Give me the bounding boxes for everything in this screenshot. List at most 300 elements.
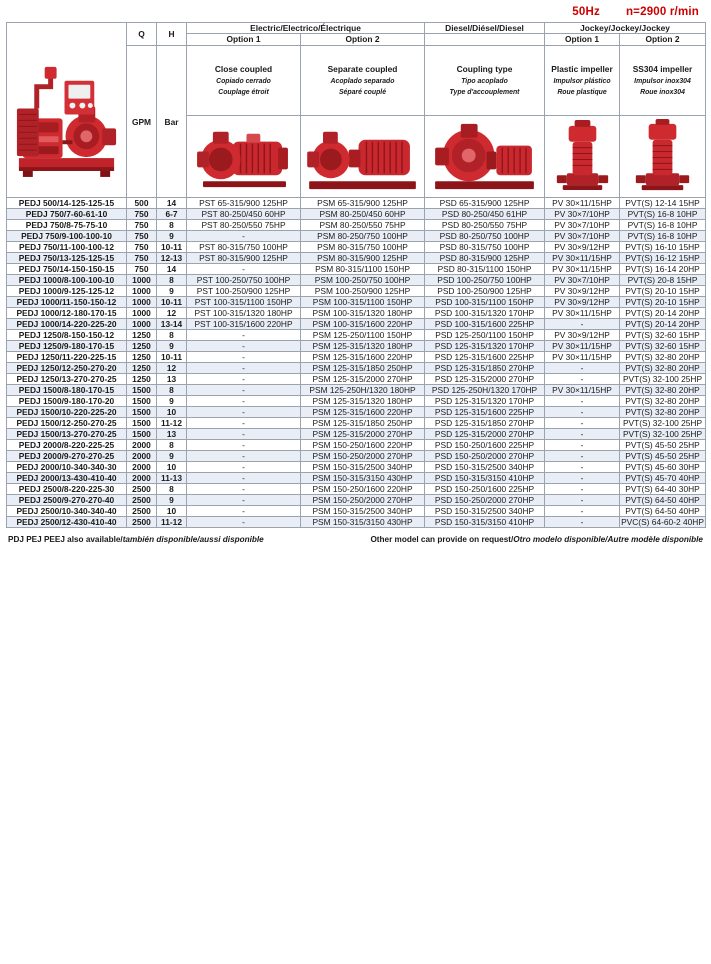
cell-flow: 750 <box>127 231 157 242</box>
cell-electric-option1: PST 100-315/1600 220HP <box>187 319 301 330</box>
cell-flow: 1000 <box>127 275 157 286</box>
cell-electric-option2: PSM 150-250/1600 220HP <box>301 484 425 495</box>
cell-jockey-option2: PVT(S) 32-100 25HP <box>620 374 706 385</box>
table-row <box>7 462 706 473</box>
cell-electric-option2: PSM 125-315/2000 270HP <box>301 374 425 385</box>
cell-jockey-option1: - <box>545 462 620 473</box>
diesel-line2: Tipo acoplado <box>461 77 508 85</box>
table-row <box>7 198 706 209</box>
cell-diesel: PSD 125-315/2000 270HP <box>425 429 545 440</box>
cell-model: PEDJ 1250/9-180-170-15 <box>7 341 127 352</box>
footer-left-italic: también disponible/aussi disponible <box>122 535 264 544</box>
table-row <box>7 231 706 242</box>
cell-model: PEDJ 2000/13-430-410-40 <box>7 473 127 484</box>
cell-electric-option2: PSM 100-250/750 100HP <box>301 275 425 286</box>
diesel-line1: Coupling type <box>456 63 513 74</box>
cell-diesel: PSD 100-250/900 125HP <box>425 286 545 297</box>
jockey-opt2-line1: SS304 impeller <box>632 63 693 74</box>
cell-electric-option2: PSM 125-315/1320 180HP <box>301 396 425 407</box>
electric-opt2-caption <box>301 46 425 116</box>
cell-diesel: PSD 125-250H/1320 170HP <box>425 385 545 396</box>
cell-model: PEDJ 2500/9-270-270-40 <box>7 495 127 506</box>
cell-head: 8 <box>157 484 187 495</box>
cell-model: PEDJ 500/14-125-125-15 <box>7 198 127 209</box>
cell-jockey-option1: - <box>545 418 620 429</box>
cell-model: PEDJ 1250/13-270-270-25 <box>7 374 127 385</box>
cell-electric-option2: PSM 125-315/1850 250HP <box>301 363 425 374</box>
jockey-pump-ss304-icon <box>620 116 705 197</box>
cell-model: PEDJ 750/11-100-100-12 <box>7 242 127 253</box>
cell-jockey-option2: PVT(S) 45-70 40HP <box>620 473 706 484</box>
frequency-label: 50Hz <box>572 6 600 18</box>
cell-jockey-option1: - <box>545 473 620 484</box>
cell-jockey-option2: PVT(S) 45-60 30HP <box>620 462 706 473</box>
cell-jockey-option2: PVT(S) 12-14 15HP <box>620 198 706 209</box>
cell-flow: 2500 <box>127 506 157 517</box>
cell-diesel: PSD 150-250/1600 225HP <box>425 484 545 495</box>
cell-model: PEDJ 2500/8-220-225-30 <box>7 484 127 495</box>
cell-jockey-option2: PVT(S) 32-80 20HP <box>620 396 706 407</box>
cell-head: 6-7 <box>157 209 187 220</box>
cell-head: 10-11 <box>157 352 187 363</box>
cell-electric-option1: PST 65-315/900 125HP <box>187 198 301 209</box>
cell-diesel: PSD 80-315/1100 150HP <box>425 264 545 275</box>
cell-jockey-option2: PVT(S) 20-14 20HP <box>620 319 706 330</box>
cell-head: 12 <box>157 363 187 374</box>
cell-head: 8 <box>157 385 187 396</box>
cell-flow: 1500 <box>127 418 157 429</box>
cell-head: 8 <box>157 220 187 231</box>
cell-diesel: PSD 150-315/3150 410HP <box>425 517 545 528</box>
cell-jockey-option1: - <box>545 396 620 407</box>
cell-electric-option1: - <box>187 352 301 363</box>
cell-head: 10-11 <box>157 297 187 308</box>
cell-electric-option2: PSM 80-315/900 125HP <box>301 253 425 264</box>
table-row <box>7 341 706 352</box>
jockey-plastic-pump-image <box>545 116 620 198</box>
cell-jockey-option1: PV 30×7/10HP <box>545 209 620 220</box>
cell-electric-option1: PST 100-250/900 125HP <box>187 286 301 297</box>
cell-head: 10-11 <box>157 242 187 253</box>
cell-electric-option2: PSM 125-315/1600 220HP <box>301 407 425 418</box>
cell-model: PEDJ 2000/10-340-340-30 <box>7 462 127 473</box>
cell-jockey-option1: - <box>545 484 620 495</box>
cell-electric-option1: - <box>187 385 301 396</box>
cell-head: 8 <box>157 330 187 341</box>
cell-flow: 1250 <box>127 330 157 341</box>
cell-flow: 1250 <box>127 352 157 363</box>
cell-model: PEDJ 1000/11-150-150-12 <box>7 297 127 308</box>
table-body <box>7 198 706 528</box>
diesel-caption <box>425 46 545 116</box>
cell-diesel: PSD 150-250/2000 270HP <box>425 495 545 506</box>
jockey-opt2-line3: Roue inox304 <box>640 89 685 97</box>
cell-head: 9 <box>157 341 187 352</box>
cell-jockey-option1: - <box>545 363 620 374</box>
cell-flow: 2000 <box>127 462 157 473</box>
table-row <box>7 407 706 418</box>
cell-electric-option2: PSM 100-315/1600 220HP <box>301 319 425 330</box>
cell-jockey-option1: PV 30×7/10HP <box>545 220 620 231</box>
cell-model: PEDJ 750/13-125-125-15 <box>7 253 127 264</box>
diesel-pump-icon <box>425 116 544 197</box>
cell-flow: 750 <box>127 253 157 264</box>
cell-model: PEDJ 2000/9-270-270-25 <box>7 451 127 462</box>
cell-jockey-option2: PVT(S) 45-50 25HP <box>620 451 706 462</box>
cell-jockey-option1: - <box>545 451 620 462</box>
jockey-opt2-line2: Impulsor inox304 <box>634 77 691 85</box>
cell-electric-option1: - <box>187 484 301 495</box>
cell-electric-option2: PSM 80-250/750 100HP <box>301 231 425 242</box>
cell-diesel: PSD 80-250/450 61HP <box>425 209 545 220</box>
cell-head: 10 <box>157 462 187 473</box>
cell-jockey-option1: - <box>545 429 620 440</box>
group-diesel: Diesel/Diésel/Diesel <box>425 23 545 34</box>
cell-flow: 2500 <box>127 495 157 506</box>
cell-electric-option2: PSM 125-315/2000 270HP <box>301 429 425 440</box>
cell-diesel: PSD 125-315/2000 270HP <box>425 374 545 385</box>
table-row <box>7 506 706 517</box>
cell-model: PEDJ 750/14-150-150-15 <box>7 264 127 275</box>
cell-electric-option1: - <box>187 231 301 242</box>
cell-flow: 500 <box>127 198 157 209</box>
cell-jockey-option2: PVT(S) 20-10 15HP <box>620 297 706 308</box>
table-row <box>7 253 706 264</box>
cell-flow: 1000 <box>127 286 157 297</box>
cell-diesel: PSD 80-250/750 100HP <box>425 231 545 242</box>
cell-electric-option1: - <box>187 462 301 473</box>
cell-electric-option1: - <box>187 451 301 462</box>
column-q: Q <box>127 23 157 46</box>
table-row <box>7 220 706 231</box>
cell-electric-option2: PSM 125-315/1320 180HP <box>301 341 425 352</box>
cell-jockey-option1: - <box>545 319 620 330</box>
table-row <box>7 418 706 429</box>
cell-head: 14 <box>157 198 187 209</box>
jockey-opt2-caption <box>620 46 706 116</box>
cell-head: 8 <box>157 440 187 451</box>
q-unit: GPM <box>127 46 157 198</box>
cell-jockey-option1: PV 30×11/15HP <box>545 264 620 275</box>
cell-flow: 1500 <box>127 407 157 418</box>
cell-electric-option1: - <box>187 396 301 407</box>
electric-opt2-line3: Séparé couplé <box>338 89 387 97</box>
cell-electric-option2: PSM 150-315/3150 430HP <box>301 517 425 528</box>
cell-diesel: PSD 150-315/3150 410HP <box>425 473 545 484</box>
cell-electric-option2: PSM 80-315/750 100HP <box>301 242 425 253</box>
table-row <box>7 374 706 385</box>
close-coupled-pump-icon <box>187 116 300 197</box>
cell-head: 10 <box>157 506 187 517</box>
cell-electric-option1: PST 80-315/750 100HP <box>187 242 301 253</box>
cell-electric-option2: PSM 65-315/900 125HP <box>301 198 425 209</box>
jockey-opt1-line1: Plastic impeller <box>551 63 613 74</box>
table-row <box>7 517 706 528</box>
cell-jockey-option1: PV 30×11/15HP <box>545 253 620 264</box>
cell-electric-option2: PSM 100-315/1100 150HP <box>301 297 425 308</box>
table-row <box>7 495 706 506</box>
cell-diesel: PSD 125-315/1320 170HP <box>425 341 545 352</box>
cell-model: PEDJ 1000/12-180-170-15 <box>7 308 127 319</box>
cell-diesel: PSD 150-250/1600 225HP <box>425 440 545 451</box>
cell-jockey-option2: PVT(S) 16-10 15HP <box>620 242 706 253</box>
cell-electric-option1: - <box>187 374 301 385</box>
cell-electric-option1: - <box>187 517 301 528</box>
diesel-line3: Type d'accouplement <box>449 89 520 97</box>
table-row <box>7 275 706 286</box>
cell-diesel: PSD 100-315/1320 170HP <box>425 308 545 319</box>
cell-head: 12-13 <box>157 253 187 264</box>
footer-right <box>370 535 703 544</box>
cell-diesel: PSD 150-250/2000 270HP <box>425 451 545 462</box>
cell-electric-option1: - <box>187 473 301 484</box>
cell-model: PEDJ 1250/11-220-225-15 <box>7 352 127 363</box>
cell-electric-option1: - <box>187 506 301 517</box>
cell-model: PEDJ 2000/8-220-225-25 <box>7 440 127 451</box>
cell-model: PEDJ 1500/12-250-270-25 <box>7 418 127 429</box>
cell-electric-option1: - <box>187 407 301 418</box>
cell-head: 13 <box>157 429 187 440</box>
cell-electric-option1: - <box>187 495 301 506</box>
cell-head: 9 <box>157 451 187 462</box>
cell-head: 9 <box>157 231 187 242</box>
cell-head: 13 <box>157 374 187 385</box>
cell-diesel: PSD 125-315/1600 225HP <box>425 407 545 418</box>
cell-jockey-option2: PVT(S) 16-12 15HP <box>620 253 706 264</box>
table-row <box>7 286 706 297</box>
cell-electric-option2: PSM 80-250/450 60HP <box>301 209 425 220</box>
cell-electric-option2: PSM 80-315/1100 150HP <box>301 264 425 275</box>
cell-model: PEDJ 1000/9-125-125-12 <box>7 286 127 297</box>
cell-electric-option2: PSM 125-250H/1320 180HP <box>301 385 425 396</box>
cell-model: PEDJ 1500/8-180-170-15 <box>7 385 127 396</box>
cell-electric-option1: PST 80-250/450 60HP <box>187 209 301 220</box>
table-row <box>7 385 706 396</box>
cell-head: 9 <box>157 495 187 506</box>
cell-flow: 1000 <box>127 308 157 319</box>
cell-electric-option2: PSM 100-315/1320 180HP <box>301 308 425 319</box>
cell-electric-option2: PSM 150-250/2000 270HP <box>301 495 425 506</box>
cell-model: PEDJ 1500/10-220-225-20 <box>7 407 127 418</box>
cell-flow: 1000 <box>127 297 157 308</box>
cell-flow: 1500 <box>127 385 157 396</box>
cell-electric-option2: PSM 100-250/900 125HP <box>301 286 425 297</box>
table-row <box>7 473 706 484</box>
cell-model: PEDJ 1250/12-250-270-20 <box>7 363 127 374</box>
cell-jockey-option1: - <box>545 407 620 418</box>
cell-electric-option2: PSM 80-250/550 75HP <box>301 220 425 231</box>
cell-diesel: PSD 150-315/2500 340HP <box>425 506 545 517</box>
footer-left <box>8 535 264 544</box>
electric-opt2-line2: Acoplado separado <box>330 77 395 85</box>
cell-electric-option2: PSM 125-250/1100 150HP <box>301 330 425 341</box>
cell-jockey-option1: - <box>545 517 620 528</box>
cell-flow: 2500 <box>127 484 157 495</box>
cell-flow: 1250 <box>127 374 157 385</box>
cell-diesel: PSD 150-315/2500 340HP <box>425 462 545 473</box>
cell-flow: 2000 <box>127 451 157 462</box>
jockey-ss304-pump-image <box>620 116 706 198</box>
pump-selection-table <box>6 22 706 528</box>
cell-head: 12 <box>157 308 187 319</box>
cell-head: 10 <box>157 407 187 418</box>
diesel-option <box>425 34 545 46</box>
cell-electric-option1: - <box>187 440 301 451</box>
electric-option-1: Option 1 <box>187 34 301 46</box>
cell-model: PEDJ 1500/9-180-170-20 <box>7 396 127 407</box>
cell-diesel: PSD 125-250/1100 150HP <box>425 330 545 341</box>
cell-model: PEDJ 1000/8-100-100-10 <box>7 275 127 286</box>
close-coupled-pump-image <box>187 116 301 198</box>
jockey-opt1-line2: Impulsor plástico <box>553 77 611 85</box>
cell-jockey-option1: PV 30×11/15HP <box>545 341 620 352</box>
cell-electric-option1: - <box>187 341 301 352</box>
cell-model: PEDJ 1250/8-150-150-12 <box>7 330 127 341</box>
jockey-pump-plastic-icon <box>545 116 619 197</box>
cell-jockey-option2: PVT(S) 32-80 20HP <box>620 363 706 374</box>
cell-jockey-option2: PVT(S) 16-14 20HP <box>620 264 706 275</box>
fire-pump-skid-image <box>7 23 127 198</box>
cell-diesel: PSD 100-315/1100 150HP <box>425 297 545 308</box>
footer-right-italic: Otro modelo disponible/Autre modèle disponible <box>513 535 703 544</box>
h-unit: Bar <box>157 46 187 198</box>
cell-jockey-option2: PVT(S) 20-14 20HP <box>620 308 706 319</box>
cell-jockey-option2: PVT(S) 16-8 10HP <box>620 209 706 220</box>
separate-coupled-pump-image <box>301 116 425 198</box>
page-header <box>6 4 705 22</box>
cell-electric-option1: PST 100-315/1320 180HP <box>187 308 301 319</box>
cell-model: PEDJ 1500/13-270-270-25 <box>7 429 127 440</box>
cell-jockey-option1: PV 30×9/12HP <box>545 297 620 308</box>
table-row <box>7 264 706 275</box>
cell-jockey-option2: PVT(S) 32-60 15HP <box>620 330 706 341</box>
cell-model: PEDJ 1000/14-220-225-20 <box>7 319 127 330</box>
table-row <box>7 330 706 341</box>
cell-jockey-option2: PVT(S) 45-50 25HP <box>620 440 706 451</box>
jockey-option-1: Option 1 <box>545 34 620 46</box>
cell-jockey-option1: - <box>545 495 620 506</box>
cell-jockey-option1: PV 30×9/12HP <box>545 242 620 253</box>
table-row <box>7 209 706 220</box>
cell-diesel: PSD 80-250/550 75HP <box>425 220 545 231</box>
electric-opt1-line2: Copiado cerrado <box>216 77 271 85</box>
electric-opt1-caption <box>187 46 301 116</box>
table-row <box>7 451 706 462</box>
table-row <box>7 319 706 330</box>
cell-electric-option1: - <box>187 264 301 275</box>
cell-jockey-option2: PVT(S) 16-8 10HP <box>620 220 706 231</box>
cell-jockey-option1: PV 30×7/10HP <box>545 275 620 286</box>
cell-electric-option2: PSM 150-315/3150 430HP <box>301 473 425 484</box>
cell-electric-option1: - <box>187 418 301 429</box>
cell-flow: 1500 <box>127 396 157 407</box>
column-h: H <box>157 23 187 46</box>
cell-jockey-option2: PVT(S) 64-40 30HP <box>620 484 706 495</box>
cell-jockey-option2: PVT(S) 20-10 15HP <box>620 286 706 297</box>
cell-flow: 750 <box>127 209 157 220</box>
table-row <box>7 308 706 319</box>
cell-flow: 2000 <box>127 473 157 484</box>
cell-jockey-option2: PVC(S) 64-60-2 40HP <box>621 517 704 527</box>
cell-head: 14 <box>157 264 187 275</box>
diesel-pump-image <box>425 116 545 198</box>
cell-jockey-option1: - <box>545 440 620 451</box>
cell-flow: 750 <box>127 242 157 253</box>
cell-jockey-option1: PV 30×11/15HP <box>545 308 620 319</box>
cell-head: 11-13 <box>157 473 187 484</box>
cell-jockey-option2: PVT(S) 32-100 25HP <box>620 418 706 429</box>
cell-jockey-option2: PVT(S) 32-100 25HP <box>620 429 706 440</box>
cell-jockey-option2: PVT(S) 32-80 20HP <box>620 407 706 418</box>
cell-jockey-option1: PV 30×11/15HP <box>545 385 620 396</box>
cell-model: PEDJ 750/8-75-75-10 <box>7 220 127 231</box>
cell-jockey-option2: PVT(S) 16-8 10HP <box>620 231 706 242</box>
cell-electric-option1: PST 100-315/1100 150HP <box>187 297 301 308</box>
cell-jockey-option2: PVT(S) 32-80 20HP <box>620 385 706 396</box>
cell-flow: 2000 <box>127 440 157 451</box>
cell-jockey-option1: PV 30×9/12HP <box>545 330 620 341</box>
cell-head: 11-12 <box>157 517 187 528</box>
cell-flow: 2500 <box>127 517 157 528</box>
electric-opt1-line3: Couplage étroit <box>218 89 269 97</box>
cell-jockey-option2: PVT(S) 64-50 40HP <box>620 506 706 517</box>
cell-jockey-option2: PVT(S) 32-80 20HP <box>620 352 706 363</box>
cell-diesel: PSD 100-250/750 100HP <box>425 275 545 286</box>
separate-coupled-pump-icon <box>301 116 424 197</box>
footer-left-bold: PDJ PEJ PEEJ also available/ <box>8 535 123 544</box>
cell-electric-option2: PSM 150-315/2500 340HP <box>301 506 425 517</box>
cell-jockey-option1: PV 30×7/10HP <box>545 231 620 242</box>
table-row <box>7 484 706 495</box>
table-row <box>7 242 706 253</box>
cell-electric-option1: - <box>187 330 301 341</box>
cell-electric-option2: PSM 125-315/1600 220HP <box>301 352 425 363</box>
cell-flow: 1250 <box>127 341 157 352</box>
cell-model: PEDJ 750/9-100-100-10 <box>7 231 127 242</box>
cell-head: 11-12 <box>157 418 187 429</box>
cell-diesel: PSD 125-315/1850 270HP <box>425 363 545 374</box>
electric-option-2: Option 2 <box>301 34 425 46</box>
table-row <box>7 429 706 440</box>
cell-flow: 1000 <box>127 319 157 330</box>
cell-electric-option2: PSM 125-315/1850 250HP <box>301 418 425 429</box>
speed-label: n=2900 r/min <box>625 6 699 18</box>
cell-head: 13-14 <box>157 319 187 330</box>
cell-electric-option2: PSM 150-250/2000 270HP <box>301 451 425 462</box>
cell-flow: 1250 <box>127 363 157 374</box>
electric-opt2-line1: Separate coupled <box>327 63 398 74</box>
cell-head: 8 <box>157 275 187 286</box>
cell-diesel: PSD 125-315/1600 225HP <box>425 352 545 363</box>
cell-jockey-option2: PVT(S) 20-8 15HP <box>620 275 706 286</box>
cell-electric-option1: - <box>187 363 301 374</box>
jockey-option-2: Option 2 <box>620 34 706 46</box>
fire-pump-skid-icon <box>7 23 126 197</box>
footer-right-bold: Other model can provide on request/ <box>370 535 514 544</box>
cell-flow: 750 <box>127 264 157 275</box>
cell-jockey-option1: PV 30×9/12HP <box>545 286 620 297</box>
cell-electric-option1: PST 100-250/750 100HP <box>187 275 301 286</box>
cell-flow: 1500 <box>127 429 157 440</box>
jockey-opt1-caption <box>545 46 620 116</box>
cell-model: PEDJ 750/7-60-61-10 <box>7 209 127 220</box>
cell-diesel: PSD 100-315/1600 225HP <box>425 319 545 330</box>
cell-electric-option2: PSM 150-250/1600 220HP <box>301 440 425 451</box>
electric-opt1-line1: Close coupled <box>214 63 273 74</box>
group-electric: Electric/Electrico/Électrique <box>187 23 425 34</box>
cell-jockey-option1: - <box>545 506 620 517</box>
cell-model: PEDJ 2500/10-340-340-40 <box>7 506 127 517</box>
